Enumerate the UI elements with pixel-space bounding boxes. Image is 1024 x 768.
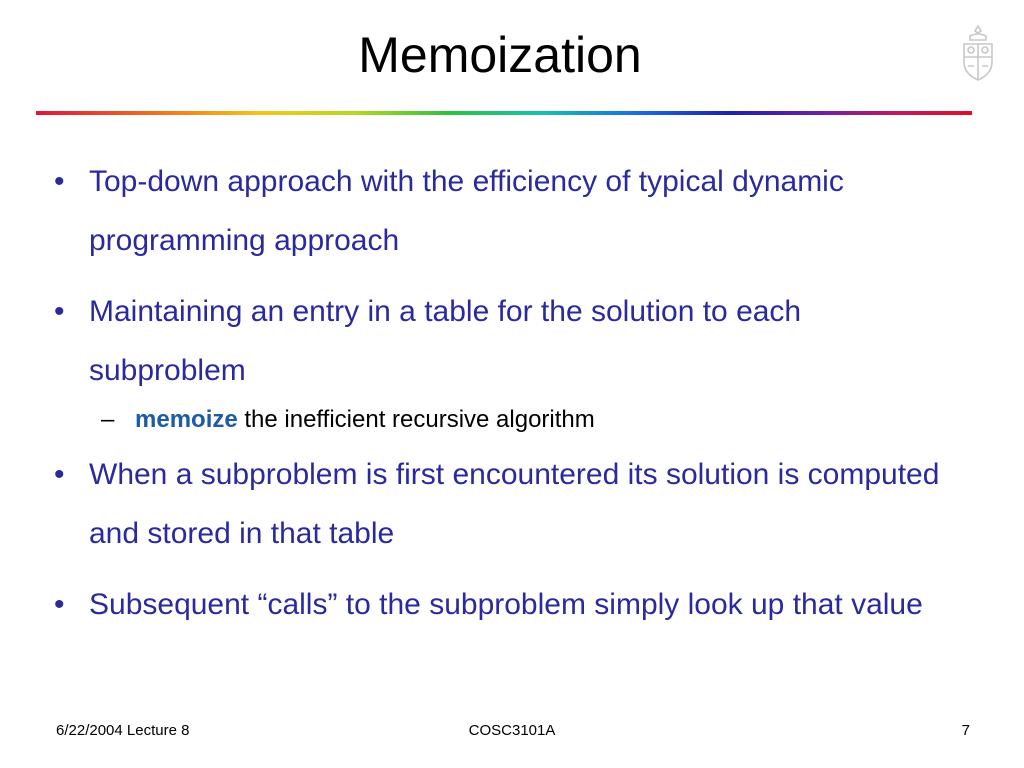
bullet-item — [0, 282, 1024, 400]
bullet-text: When a subproblem is first encountered its solution is computed and stored in that table — [89, 458, 940, 550]
bullet-marker: • — [54, 165, 65, 198]
bullet-text: Maintaining an entry in a table for the solution to each subproblem — [89, 295, 802, 387]
title-divider-rule — [36, 111, 972, 115]
university-crest-icon — [958, 24, 998, 84]
slide-title: Memoization — [358, 27, 642, 83]
bullet-item — [0, 445, 1024, 563]
sub-bullet-marker: – — [101, 406, 115, 433]
bullet-item — [0, 152, 1024, 270]
bullet-marker: • — [54, 458, 65, 491]
bullet-item — [0, 575, 1024, 634]
sub-bullet-text: the inefficient recursive algorithm — [237, 406, 595, 433]
bullet-marker: • — [54, 295, 65, 328]
memoize-keyword: memoize — [135, 406, 238, 433]
bullet-list — [0, 152, 1024, 634]
bullet-text: Subsequent “calls” to the subproblem simply look up that value — [89, 588, 923, 621]
sub-bullet-item — [0, 401, 1024, 439]
footer-date-lecture: 6/22/2004 Lecture 8 — [56, 722, 190, 739]
bullet-text: Top-down approach with the efficiency of typical dynamic programming approach — [89, 165, 844, 257]
bullet-marker: • — [54, 588, 65, 621]
footer-course-code: COSC3101A — [468, 722, 556, 739]
footer-slide-number: 7 — [961, 722, 970, 739]
